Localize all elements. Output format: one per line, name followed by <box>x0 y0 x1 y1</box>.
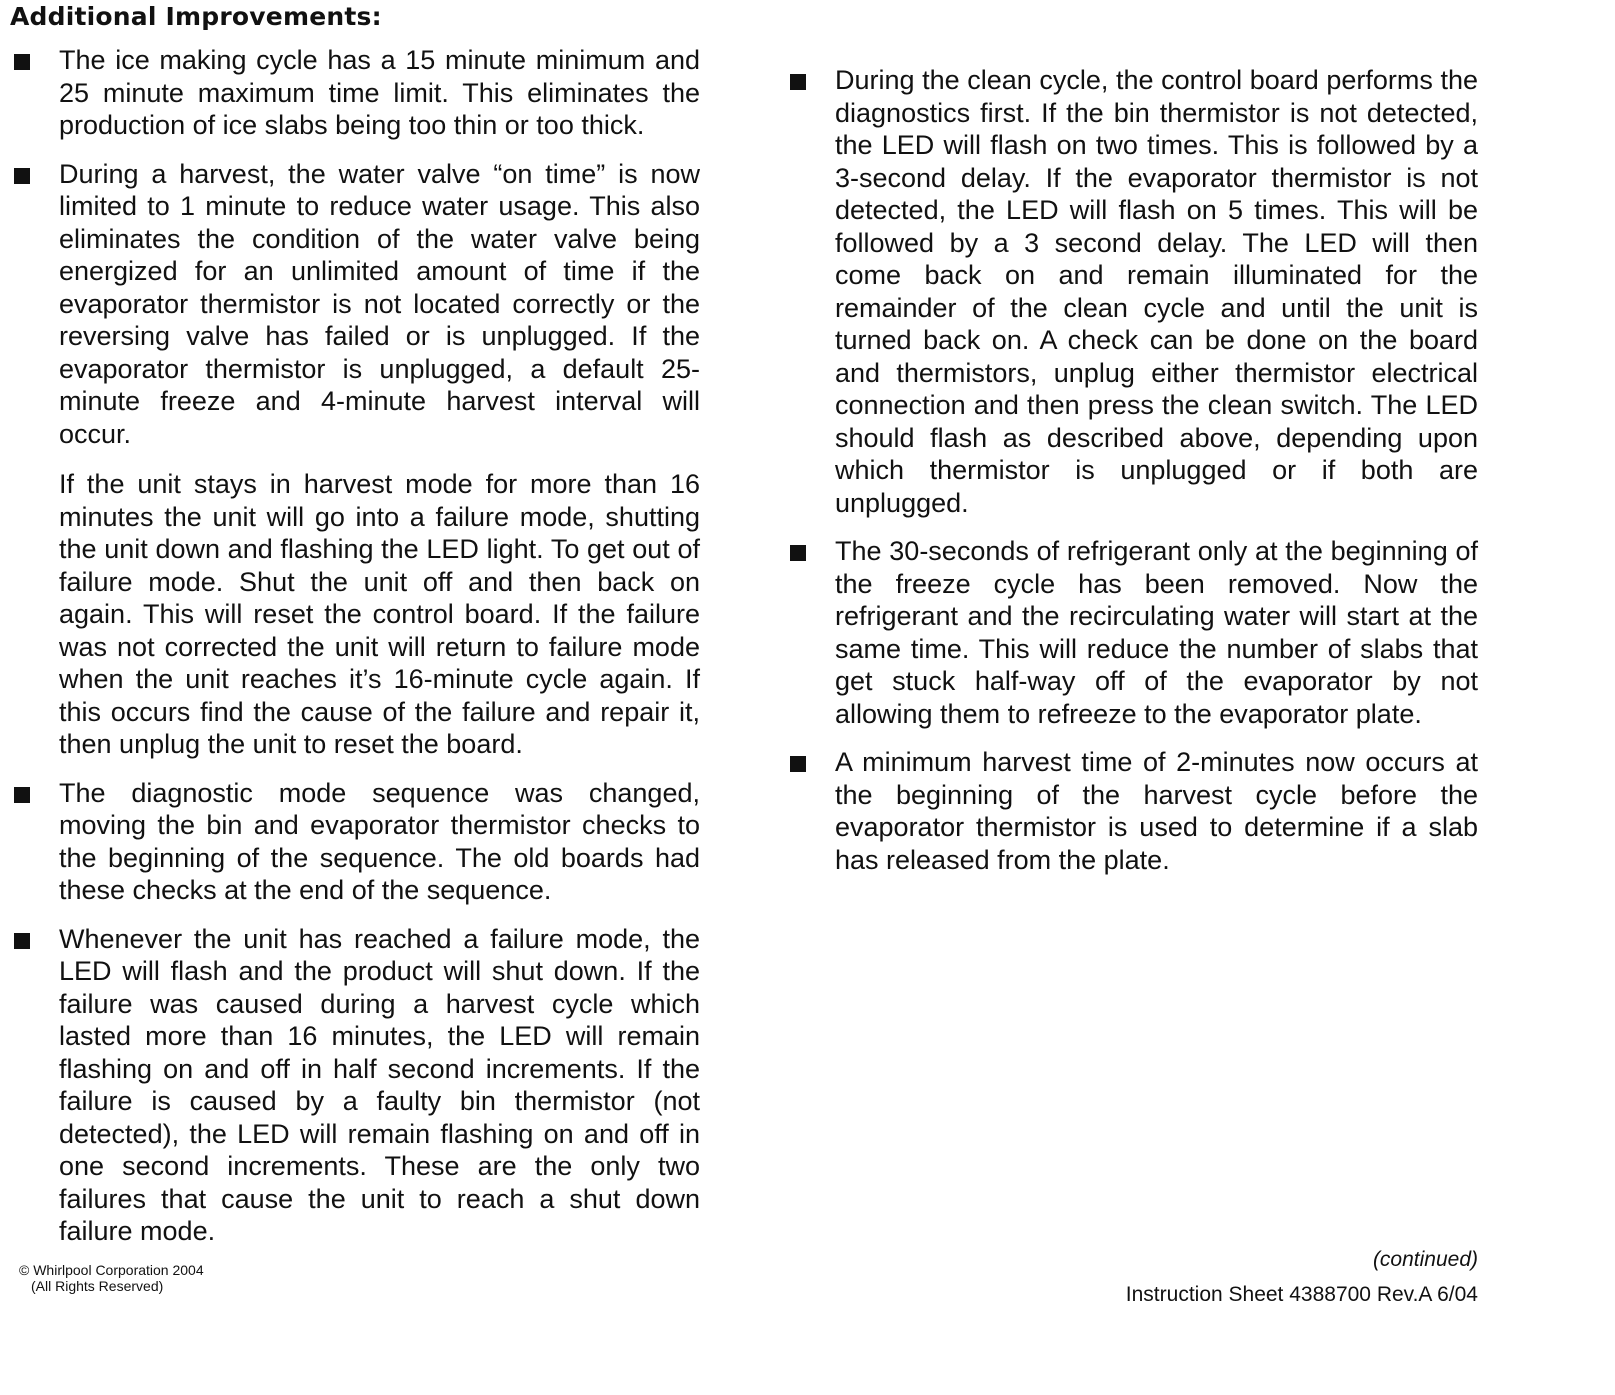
square-bullet-icon <box>790 756 806 772</box>
square-bullet-icon <box>790 74 806 90</box>
instruction-sheet-info: Instruction Sheet 4388700 Rev.A 6/04 <box>1125 1283 1478 1306</box>
paragraph: The 30-seconds of refrigerant only at the beginning of the freeze cycle has been removed. Now the refrigerant and the recirculating water will start at the same time. This will reduce the number of slabs that get stuck half-way off of the evaporator by not allowing them to refreeze to the evaporator plate. <box>835 536 1478 729</box>
copyright-notice <box>19 1262 204 1294</box>
list-item <box>14 44 700 142</box>
list-item <box>14 158 700 761</box>
square-bullet-icon <box>14 787 30 803</box>
paragraph: During a harvest, the water valve “on time” is now limited to 1 minute to reduce water usage. This also eliminates the condition of the water valve being energized for an unlimited amount of time if the evaporator thermistor is not located correctly or the reversing valve has failed or is unplugged. If the evaporator thermistor is unplugged, a default 25-minute freeze and 4-minute harvest interval will occur. <box>59 158 700 449</box>
paragraph: If the unit stays in harvest mode for more than 16 minutes the unit will go into a failure mode, shutting the unit down and flashing the LED light. To get out of failure mode. Shut the unit off and then back on again. This will reset the control board. If the failure was not corrected the unit will return to failure mode when the unit reaches it’s 16-minute cycle again. If this occurs find the cause of the failure and repair it, then unplug the unit to reset the board. <box>59 469 700 759</box>
list-item <box>790 746 1478 876</box>
right-column <box>790 64 1478 892</box>
paragraph: Whenever the unit has reached a failure mode, the LED will flash and the product will shut down. If the failure was caused during a harvest cycle which lasted more than 16 minutes, the LED will remain flashing on and off in half second increments. If the failure is caused by a faulty bin thermistor (not detected), the LED will remain flashing on and off in one second increments. These are the only two failures that cause the unit to reach a shut down failure mode. <box>59 923 700 1246</box>
square-bullet-icon <box>14 54 30 70</box>
continued-label: (continued) <box>1372 1248 1478 1271</box>
copyright-line: © Whirlpool Corporation 2004 <box>19 1262 204 1278</box>
list-item <box>14 923 700 1248</box>
paragraph: During the clean cycle, the control board performs the diagnostics first. If the bin thermistor is not detected, the LED will flash on two times. This is followed by a 3-second delay. If the evaporator thermistor is not detected, the LED will flash on 5 times. This will be followed by a 3 second delay. The LED will then come back on and remain illuminated for the remainder of the clean cycle and until the unit is turned back on. A check can be done on the board and thermistors, unplug either thermistor electrical connection and then press the clean switch. The LED should flash as described above, depending upon which thermistor is unplugged or if both are unplugged. <box>835 65 1478 518</box>
left-column <box>14 44 700 1264</box>
paragraph: The ice making cycle has a 15 minute minimum and 25 minute maximum time limit. This eliminates the production of ice slabs being too thin or too thick. <box>59 45 700 140</box>
list-item <box>14 777 700 907</box>
list-item <box>790 64 1478 519</box>
square-bullet-icon <box>14 933 30 949</box>
page-title: Additional Improvements: <box>10 2 382 31</box>
square-bullet-icon <box>790 545 806 561</box>
paragraph: The diagnostic mode sequence was changed, moving the bin and evaporator thermistor checks to the beginning of the sequence. The old boards had these checks at the end of the sequence. <box>59 777 700 905</box>
rights-reserved-line: (All Rights Reserved) <box>31 1278 164 1294</box>
square-bullet-icon <box>14 168 30 184</box>
list-item <box>790 535 1478 730</box>
paragraph: A minimum harvest time of 2-minutes now occurs at the beginning of the harvest cycle before the evaporator thermistor is used to determine if a slab has released from the plate. <box>835 747 1478 875</box>
